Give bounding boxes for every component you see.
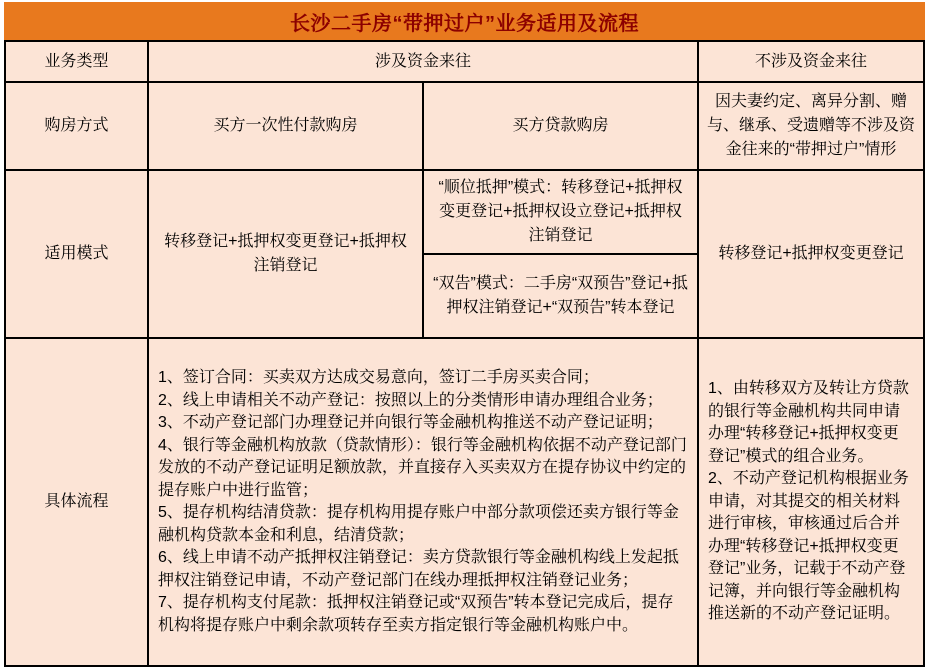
process-step: 6、线上申请不动产抵押权注销登记：卖方贷款银行等金融机构线上发起抵押权注销登记申请，不动产登记部门在线办理抵押权注销登记业务； xyxy=(158,549,679,589)
process-step: 7、提存机构支付尾款：抵押权注销登记或“双预告”转本登记完成后，提存机构将提存账户中剩余款项转存至卖方指定银行等金融机构账户中。 xyxy=(158,594,674,634)
row-label-detailed-process: 具体流程 xyxy=(6,339,147,665)
infographic-sheet xyxy=(4,2,925,667)
process-step: 5、提存机构结清贷款：提存机构用提存账户中部分款项偿还卖方银行等金融机构贷款本金和利息，结清贷款； xyxy=(158,504,679,544)
process-step: 1、签订合同：买卖双方达成交易意向，签订二手房买卖合同； xyxy=(158,369,599,386)
cell-process-involving-funds xyxy=(149,339,697,665)
process-step: 1、由转移双方及转让方贷款的银行等金融机构共同申请办理“转移登记+抵押权变更登记”模式的组合业务。 xyxy=(708,380,909,465)
cell-purchase-no-funds: 因夫妻约定、离异分割、赠与、继承、受遗赠等不涉及资金往来的“带押过户”情形 xyxy=(699,83,923,169)
page-title: 长沙二手房“带押过户”业务适用及流程 xyxy=(290,12,639,35)
row-label-purchase-method: 购房方式 xyxy=(6,83,147,169)
process-step: 2、不动产登记机构根据业务申请，对其提交的相关材料进行审核，审核通过后合并办理“转移登记+抵押权变更登记”业务，记载于不动产登记簿，并向银行等金融机构推送新的不动产登记证明。 xyxy=(708,470,909,623)
row-label-applicable-mode: 适用模式 xyxy=(6,171,147,337)
header-business-type: 业务类型 xyxy=(6,42,147,81)
header-not-involving-funds: 不涉及资金来往 xyxy=(699,42,923,81)
header-involving-funds: 涉及资金来往 xyxy=(149,42,697,81)
title-bar xyxy=(4,2,925,40)
process-step: 2、线上申请相关不动产登记：按照以上的分类情形申请办理组合业务； xyxy=(158,391,663,409)
cell-mode-loan-dual-notice: “双告”模式：二手房“双预告”登记+抵押权注销登记+“双预告”转本登记 xyxy=(424,255,697,337)
process-step: 3、不动产登记部门办理登记并向银行等金融机构推送不动产登记证明； xyxy=(158,414,663,431)
process-table xyxy=(4,40,925,667)
cell-mode-no-funds: 转移登记+抵押权变更登记 xyxy=(699,171,923,337)
cell-purchase-cash: 买方一次性付款购房 xyxy=(149,83,422,169)
cell-process-not-involving-funds xyxy=(699,339,923,665)
process-step: 4、银行等金融机构放款（贷款情形）：银行等金融机构依据不动产登记部门发放的不动产登记证明足额放款，并直接存入买卖双方在提存协议中约定的提存账户中进行监管； xyxy=(158,436,687,499)
cell-purchase-loan: 买方贷款购房 xyxy=(424,83,697,169)
cell-mode-loan-sequential-mortgage: “顺位抵押”模式：转移登记+抵押权变更登记+抵押权设立登记+抵押权注销登记 xyxy=(424,171,697,253)
cell-mode-cash: 转移登记+抵押权变更登记+抵押权注销登记 xyxy=(149,171,422,337)
